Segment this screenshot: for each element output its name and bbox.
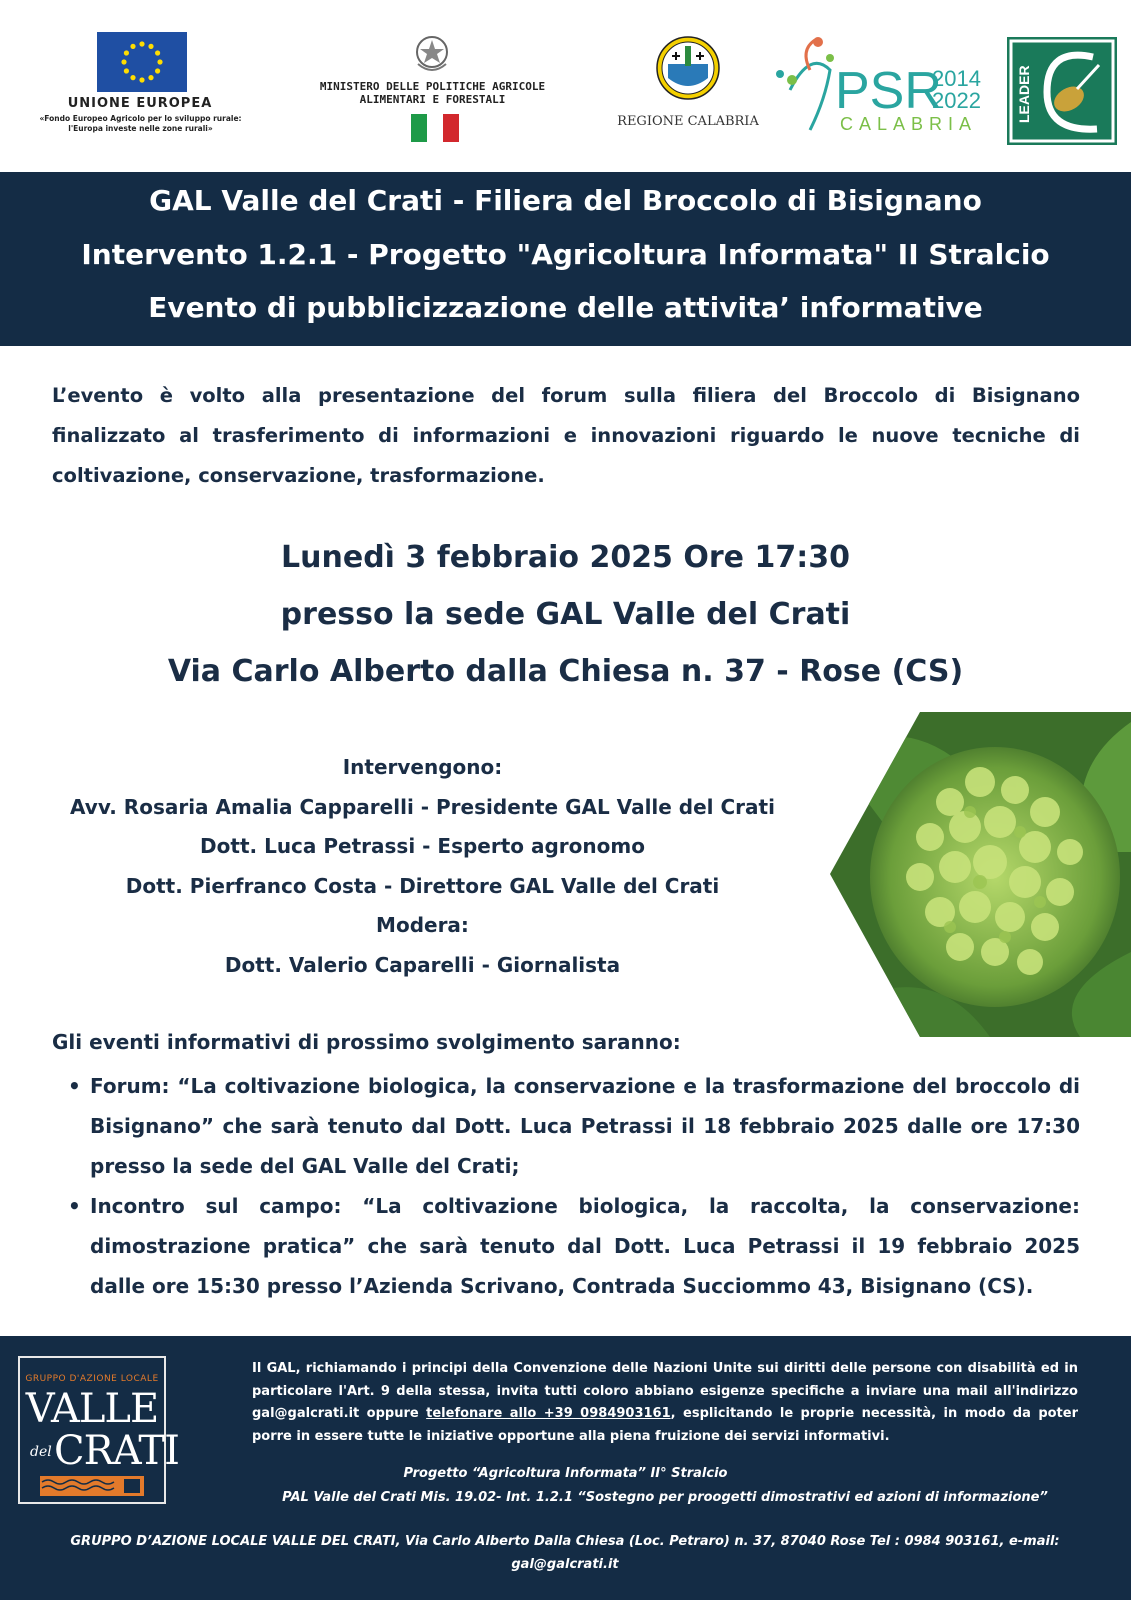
psr-year-start: 2014 — [932, 66, 981, 91]
logo-strip — [0, 0, 1131, 170]
eu-subtitle: «Fondo Europeo Agricolo per lo sviluppo rurale: l'Europa investe nelle zone rurali» — [39, 114, 242, 133]
moderator-heading: Modera: — [376, 913, 469, 937]
calabria-shield-icon — [655, 34, 721, 110]
moderator-item: Dott. Valerio Caparelli - Giornalista — [224, 952, 621, 977]
leader-text: LEADER — [1016, 65, 1032, 123]
italian-flag-icon — [411, 114, 459, 142]
psr-logo — [770, 30, 1000, 140]
list-item: • Forum: “La coltivazione biologica, la conservazione e la trasformazione del broccolo di Bisignano” che sarà tenuto dal Dott. Luca Petrassi il 18 febbraio 2025 dalle ore 17:30 presso la sede del GAL Valle del Crati; — [90, 1066, 1080, 1186]
bullet-icon: • — [68, 1074, 81, 1098]
eu-title: UNIONE EUROPEA — [67, 96, 213, 111]
psr-main-text: PSR — [835, 62, 942, 120]
banner-title-line-2: Intervento 1.2.1 - Progetto "Agricoltura Informata" II Stralcio — [81, 238, 1050, 271]
region-title: REGIONE CALABRIA — [617, 114, 759, 129]
banner-title-line-3: Evento di pubblicizzazione delle attivita’ informative — [148, 291, 983, 324]
upcoming-events-title: Gli eventi informativi di prossimo svolgimento saranno: — [52, 1030, 681, 1054]
project-line-1: Progetto “Agricoltura Informata” II° Stralcio — [403, 1466, 728, 1481]
speaker-item: Dott. Pierfranco Costa - Direttore GAL Valle del Crati — [125, 873, 720, 898]
speaker-item: Avv. Rosaria Amalia Capparelli - Presidente GAL Valle del Crati — [70, 794, 775, 819]
leader-logo — [1007, 37, 1117, 145]
title-banner — [0, 172, 1131, 346]
psr-region-text: CALABRIA — [840, 114, 978, 134]
phone-link[interactable]: telefonare allo +39 0984903161 — [426, 1406, 671, 1421]
event-place: presso la sede GAL Valle del Crati — [280, 597, 851, 632]
speakers-heading: Intervengono: — [342, 755, 503, 779]
project-line-2: PAL Valle del Crati Mis. 19.02- Int. 1.2.1 “Sostegno per proogetti dimostrativi ed azioni di informazione” — [282, 1490, 1048, 1505]
psr-year-end: 2022 — [932, 88, 981, 113]
speaker-item: Dott. Luca Petrassi - Esperto agronomo — [200, 834, 645, 858]
event-date: Lunedì 3 febbraio 2025 Ore 17:30 — [281, 540, 850, 575]
italian-emblem-icon — [412, 32, 452, 74]
upcoming-events-list — [68, 1066, 1080, 1306]
broccoli-photo — [830, 712, 1131, 1037]
intro-paragraph: L’evento è volto alla presentazione del forum sulla filiera del Broccolo di Bisignano finalizzato al trasferimento di informazioni e innovazioni riguardo le nuove tecniche di coltivazione, conservazione, trasformazione. — [52, 384, 1080, 487]
bullet-icon: • — [68, 1194, 81, 1218]
event-address: Via Carlo Alberto dalla Chiesa n. 37 - Rose (CS) — [167, 654, 964, 689]
list-item: • Incontro sul campo: “La coltivazione biologica, la raccolta, la conservazione: dimostrazione pratica” che sarà tenuto dal Dott. Luca Petrassi il 19 febbraio 2025 dalle ore 15:30 presso l’Azienda Scrivano, Contrada Succiommo 43, Bisignano (CS). — [90, 1186, 1080, 1306]
eu-flag-icon — [97, 32, 187, 92]
speakers-section — [40, 748, 805, 985]
ministry-title: MINISTERO DELLE POLITICHE AGRICOLE ALIMENTARI E FORESTALI — [319, 80, 546, 106]
footer-address: GRUPPO D’AZIONE LOCALE VALLE DEL CRATI, Via Carlo Alberto Dalla Chiesa (Loc. Petraro) n. 37, 87040 Rose Tel : 0984 903161, e-mail: gal@galcrati.it — [70, 1534, 1060, 1572]
banner-title-line-1: GAL Valle del Crati - Filiera del Broccolo di Bisignano — [149, 184, 982, 217]
gal-valle-del-crati-logo: GRUPPO D'AZIONE LOCALE VALLE del CRATI — [18, 1356, 166, 1504]
accessibility-notice: Il GAL, richiamando i principi della Convenzione delle Nazioni Unite sui diritti delle persone con disabilità ed in particolare l'Art. 9 della stessa, invita tutti coloro abbiano esigenze specifiche a inviare una mail all'indirizzo gal@galcrati.it oppure telefonare allo +39 0984903161, esplicitando le proprie necessità, in modo da poter porre in essere tutte le iniziative opportune alla piena fruizione dei servizi informativi. — [252, 1361, 1078, 1444]
